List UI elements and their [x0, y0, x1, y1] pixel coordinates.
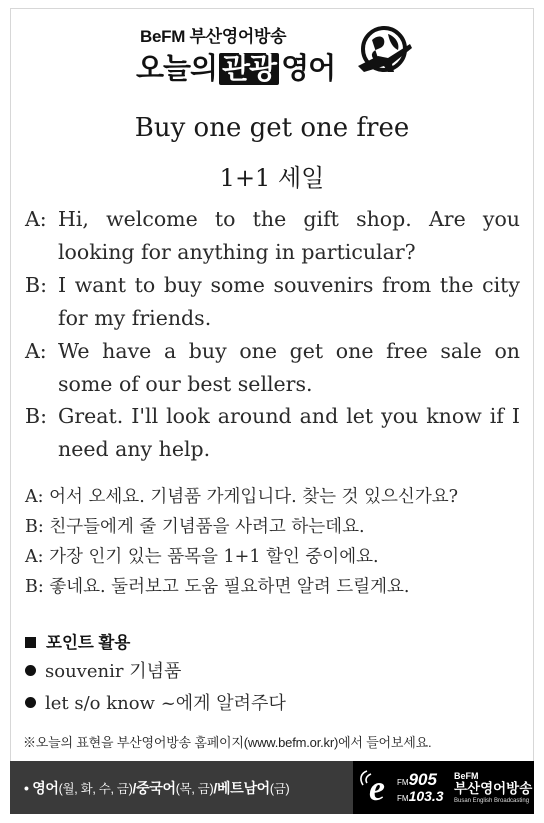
translation-line	[25, 513, 365, 538]
dialogue-text: Great. I'll look around and let you know if I need any help.	[58, 404, 520, 461]
point-korean: ~에게 알려주다	[160, 693, 286, 714]
dialogue-line	[25, 269, 520, 335]
speaker-label: B:	[25, 404, 47, 428]
translation-text: 친구들에게 줄 기념품을 사려고 하는데요.	[49, 517, 365, 537]
footer-bar	[10, 761, 534, 814]
speaker-label: A:	[25, 547, 44, 567]
brand-label: BeFM 부산영어방송	[140, 27, 287, 46]
speaker-label: A:	[25, 207, 47, 231]
schedule-chinese: /중국어	[132, 780, 176, 796]
translation-line	[25, 483, 458, 508]
translation-text: 어서 오세요. 기념품 가게입니다. 찾는 것 있으신가요?	[49, 487, 459, 507]
translation-text: 가장 인기 있는 품목을 1+1 할인 중이에요.	[49, 547, 379, 567]
schedule-english-days: (월, 화, 수, 금)	[58, 782, 133, 796]
square-bullet-icon	[25, 637, 36, 648]
schedule-vietnamese-days: (금)	[269, 782, 290, 796]
series-title-post: 영어	[281, 53, 336, 85]
lesson-title-korean: 1+1 세일	[219, 164, 325, 192]
point-korean: 기념품	[129, 661, 182, 682]
lesson-title-english: Buy one get one free	[134, 113, 410, 143]
speaker-label: B:	[25, 517, 44, 537]
frequency-905: FM905	[397, 770, 437, 789]
globe-plane-icon	[354, 22, 416, 78]
speaker-label: A:	[25, 339, 47, 363]
point-english: souvenir	[45, 661, 124, 682]
point-english: let s/o know	[45, 693, 155, 714]
station-name: BeFM 부산영어방송 Busan English Broadcasting	[454, 771, 533, 804]
dialogue-line	[25, 335, 520, 401]
translation-text: 좋네요. 둘러보고 도움 필요하면 알려 드릴게요.	[49, 577, 410, 597]
station-logo-letter: e	[369, 768, 385, 808]
speaker-label: B:	[25, 273, 47, 297]
series-title-pre: 오늘의	[136, 53, 218, 85]
series-title-box: 관광	[219, 53, 279, 85]
dialogue-line	[25, 203, 520, 269]
station-logo	[353, 761, 534, 814]
listen-note: ※오늘의 표현을 부산영어방송 홈페이지(www.befm.or.kr)에서 들어보세요.	[23, 735, 432, 750]
dialogue-text: Hi, welcome to the gift shop. Are you looking for anything in particular?	[58, 207, 520, 264]
schedule-vietnamese: /베트남어	[213, 780, 270, 796]
translation-line	[25, 573, 409, 598]
speaker-label: B:	[25, 577, 44, 597]
dialogue-text: We have a buy one get one free sale on some of our best sellers.	[58, 339, 520, 396]
schedule-chinese-days: (목, 금)	[175, 782, 214, 796]
points-heading-text: 포인트 활용	[46, 634, 131, 652]
speaker-label: A:	[25, 487, 44, 507]
dialogue-text: I want to buy some souvenirs from the city for my friends.	[58, 273, 520, 330]
point-item	[25, 689, 286, 715]
broadcast-schedule	[24, 778, 289, 798]
frequency-1033: FM103.3	[397, 788, 444, 804]
schedule-english: • 영어	[24, 780, 59, 796]
translation-line	[25, 543, 379, 568]
point-item	[25, 657, 181, 683]
series-title	[136, 46, 335, 87]
points-heading	[25, 629, 130, 653]
dialogue-line	[25, 400, 520, 466]
bullet-icon	[25, 665, 36, 676]
bullet-icon	[25, 697, 36, 708]
